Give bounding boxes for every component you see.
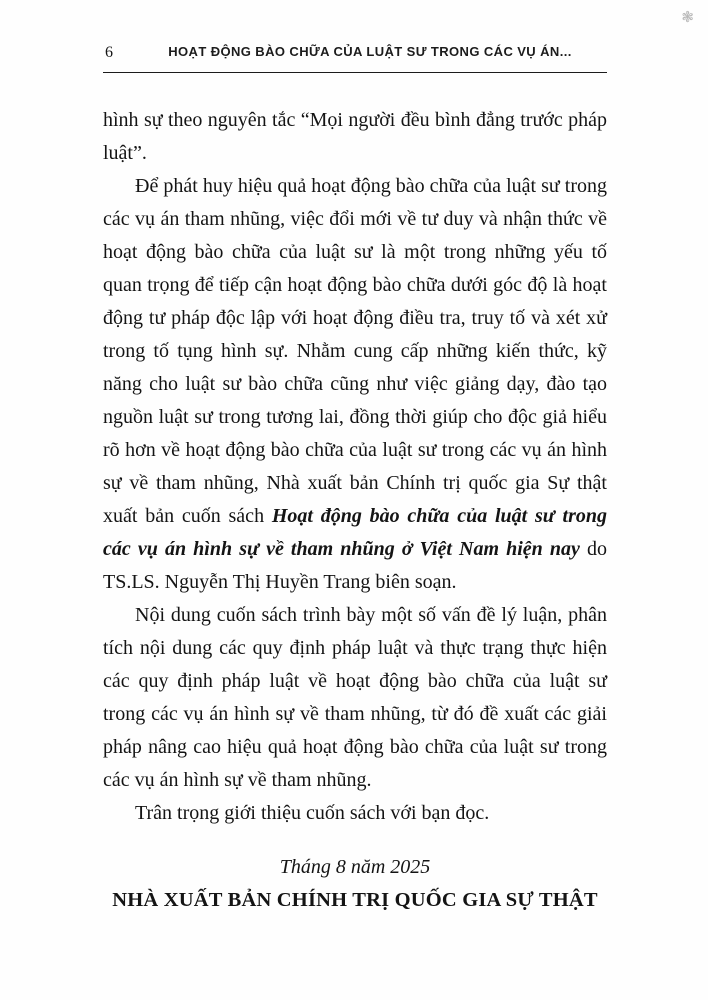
- running-header: [103, 44, 607, 73]
- paragraph-summary: Nội dung cuốn sách trình bày một số vấn đề lý luận, phân tích nội dung các quy định pháp luật và thực trạng thực hiện các quy định pháp luật về hoạt động bào chữa của luật sư trong các vụ án hình sự về tham nhũng, từ đó đề xuất các giải pháp nâng cao hiệu quả hoạt động bào chữa của luật sư trong các vụ án hình sự về tham nhũng.: [103, 604, 607, 791]
- paragraph-text: Để phát huy hiệu quả hoạt động bào chữa của luật sư trong các vụ án tham nhũng, việc đổi mới về tư duy và nhận thức về hoạt động bào chữa của luật sư là một trong những yếu tố quan trọng để tiếp cận hoạt động bào chữa dưới góc độ là hoạt động tư pháp độc lập với hoạt động điều tra, truy tố và xét xử trong tố tụng hình sự. Nhằm cung cấp những kiến thức, kỹ năng cho luật sư bào chữa cũng như việc giảng dạy, đào tạo nguồn luật sư trong tương lai, đồng thời giúp cho độc giả hiểu rõ hơn về hoạt động bào chữa của luật sư trong các vụ án hình sự về tham nhũng, Nhà xuất bản Chính trị quốc gia Sự thật xuất bản cuốn sách: [103, 175, 607, 527]
- page-number: 6: [105, 44, 113, 61]
- page-body: [103, 104, 607, 917]
- paragraph-closing: Trân trọng giới thiệu cuốn sách với bạn đọc.: [135, 802, 490, 824]
- publication-date: Tháng 8 năm 2025: [279, 856, 431, 878]
- publisher-name: NHÀ XUẤT BẢN CHÍNH TRỊ QUỐC GIA SỰ THẬT: [112, 889, 598, 911]
- paragraph-text: do TS.LS. Nguyễn Thị Huyền Trang biên soạn.: [103, 538, 607, 593]
- corner-ornament-icon: ❃: [681, 8, 694, 26]
- paragraph-continuation: hình sự theo nguyên tắc “Mọi người đều bình đẳng trước pháp luật”.: [103, 109, 607, 164]
- running-title: HOẠT ĐỘNG BÀO CHỮA CỦA LUẬT SƯ TRONG CÁC VỤ ÁN...: [168, 44, 572, 59]
- book-title: Hoạt động bào chữa của luật sư trong các vụ án hình sự về tham nhũng ở Việt Nam hiện nay: [103, 505, 608, 560]
- paragraph-intro: [103, 170, 607, 599]
